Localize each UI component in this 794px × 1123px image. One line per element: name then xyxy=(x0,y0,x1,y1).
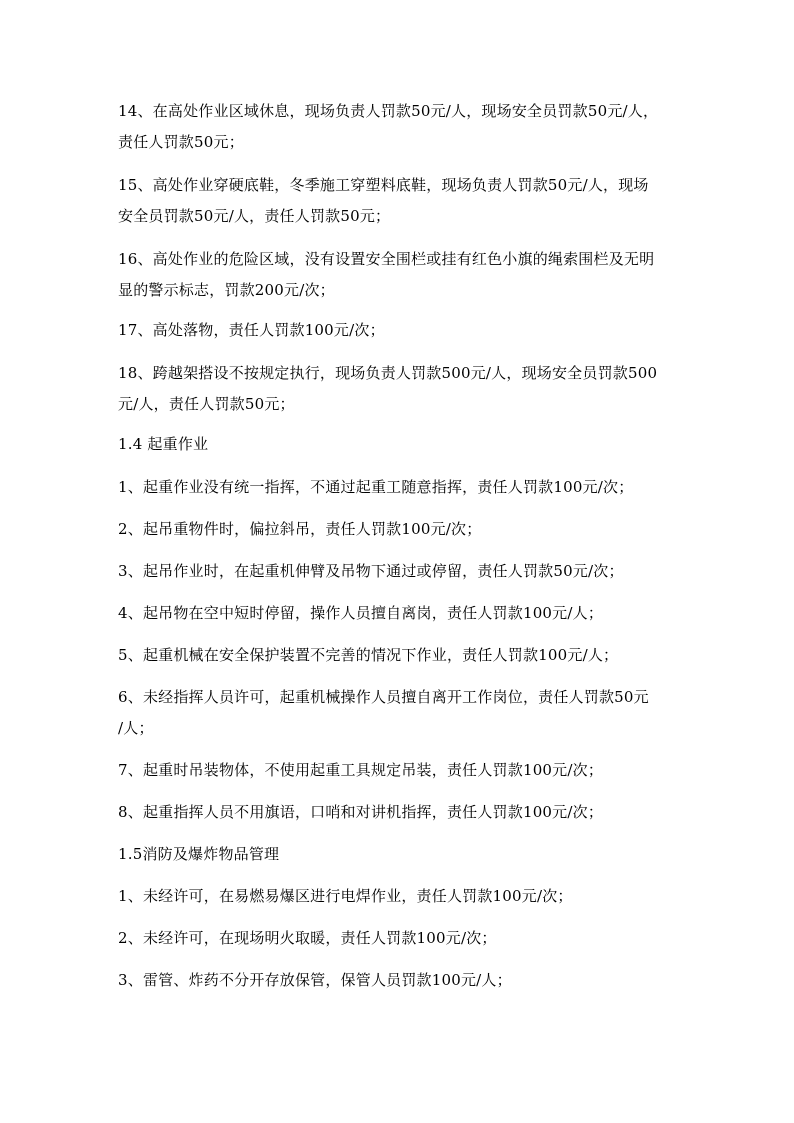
text-line: 8、起重指挥人员不用旗语，口哨和对讲机指挥，责任人罚款100元/次； xyxy=(118,803,604,821)
lifting-item-1 xyxy=(118,472,684,503)
text-line: 15、高处作业穿硬底鞋，冬季施工穿塑料底鞋，现场负责人罚款50元/人，现场 xyxy=(118,176,649,194)
fire-item-3 xyxy=(118,965,684,996)
text-line: 1、起重作业没有统一指挥，不通过起重工随意指挥，责任人罚款100元/次； xyxy=(118,478,634,496)
text-line: 16、高处作业的危险区域，没有设置安全围栏或挂有红色小旗的绳索围栏及无明 xyxy=(118,250,655,268)
lifting-item-5 xyxy=(118,640,684,671)
paragraph-item-17 xyxy=(118,315,684,346)
section-title: 1.5消防及爆炸物品管理 xyxy=(118,845,280,863)
lifting-item-7 xyxy=(118,755,684,786)
text-line: 3、起吊作业时，在起重机伸臂及吊物下通过或停留，责任人罚款50元/次； xyxy=(118,562,624,580)
text-line: 元/人，责任人罚款50元； xyxy=(118,395,295,413)
lifting-item-8 xyxy=(118,797,684,828)
lifting-item-6 xyxy=(118,682,684,744)
fire-item-2 xyxy=(118,923,684,954)
section-heading-lifting xyxy=(118,429,684,460)
text-line: 4、起吊物在空中短时停留，操作人员擅自离岗，责任人罚款100元/人； xyxy=(118,604,604,622)
section-title: 1.4 起重作业 xyxy=(118,435,209,453)
text-line: 2、起吊重物件时，偏拉斜吊，责任人罚款100元/次； xyxy=(118,520,482,538)
lifting-item-3 xyxy=(118,556,684,587)
paragraph-item-16 xyxy=(118,244,684,306)
paragraph-item-18 xyxy=(118,358,684,420)
text-line: 6、未经指挥人员许可，起重机械操作人员擅自离开工作岗位，责任人罚款50元 xyxy=(118,688,649,706)
text-line: 3、雷管、炸药不分开存放保管，保管人员罚款100元/人； xyxy=(118,971,512,989)
text-line: 责任人罚款50元； xyxy=(118,133,244,151)
fire-item-1 xyxy=(118,881,684,912)
text-line: 显的警示标志，罚款200元/次； xyxy=(118,281,335,299)
text-line: 5、起重机械在安全保护装置不完善的情况下作业，责任人罚款100元/人； xyxy=(118,646,619,664)
text-line: 7、起重时吊装物体，不使用起重工具规定吊装，责任人罚款100元/次； xyxy=(118,761,604,779)
paragraph-item-14 xyxy=(118,96,684,158)
section-heading-fire xyxy=(118,839,684,870)
text-line: 安全员罚款50元/人，责任人罚款50元； xyxy=(118,207,391,225)
text-line: 17、高处落物，责任人罚款100元/次； xyxy=(118,321,385,339)
lifting-item-2 xyxy=(118,514,684,545)
text-line: 18、跨越架搭设不按规定执行，现场负责人罚款500元/人，现场安全员罚款500 xyxy=(118,364,658,382)
text-line: 1、未经许可，在易燃易爆区进行电焊作业，责任人罚款100元/次； xyxy=(118,887,573,905)
lifting-item-4 xyxy=(118,598,684,629)
paragraph-item-15 xyxy=(118,170,684,232)
text-line: 2、未经许可，在现场明火取暖，责任人罚款100元/次； xyxy=(118,929,497,947)
text-line: /人； xyxy=(118,719,154,737)
text-line: 14、在高处作业区域休息，现场负责人罚款50元/人，现场安全员罚款50元/人， xyxy=(118,102,659,120)
